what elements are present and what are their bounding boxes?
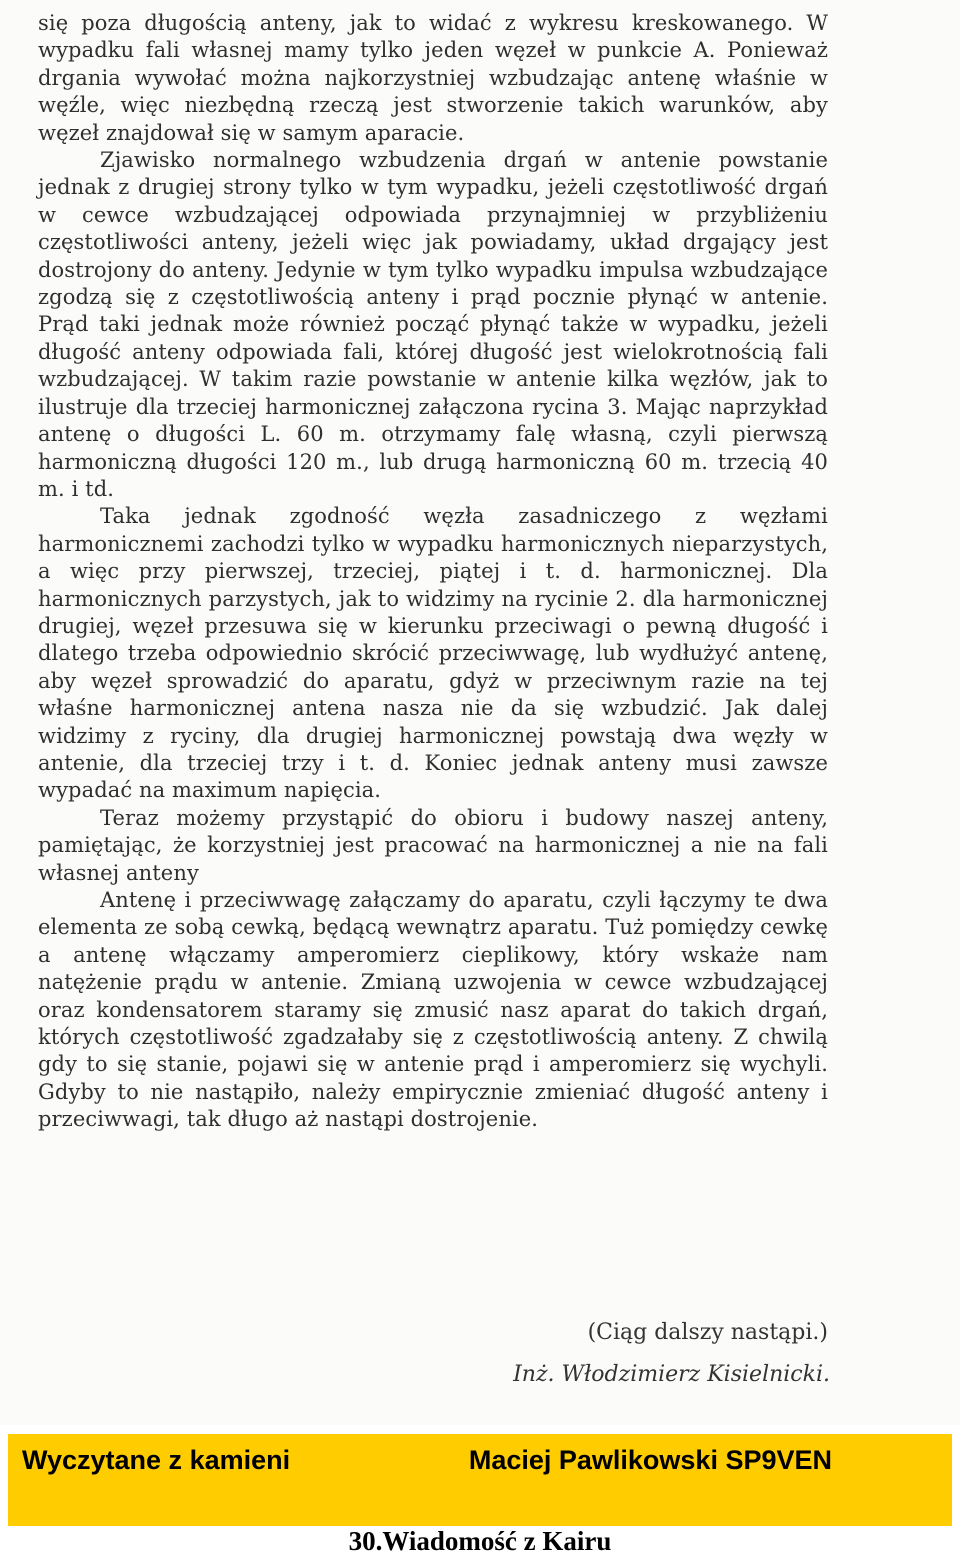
article-body (38, 10, 828, 1134)
publication-title: Wiadomość z Kairu (382, 1526, 612, 1556)
continued-note: (Ciąg dalszy nastąpi.) (587, 1320, 828, 1345)
page-footer (0, 1526, 960, 1557)
paragraph-2: Zjawisko normalnego wzbudzenia drgań w antenie powstanie jednak z drugiej strony tylko w tym wypadku, jeżeli częstotliwość drgań w cewce wzbudzającej odpowiada przynajmniej w przybliżeniu częstotliwości anteny, jeżeli więc jak powiadamy, układ drgający jest dostrojony do anteny. Jedynie w tym tylko wypadku impulsa wzbudzające zgodzą się z częstotliwością anteny i prąd pocznie płynąć w antenie. Prąd taki jednak może również począć płynąć także w wypadku, jeżeli długość anteny odpowiada fali, której długość jest wielokrotnością fali wzbudzającej. W takim razie powstanie w antenie kilka węzłów, jak to ilustruje dla trzeciej harmonicznej załączona rycina 3. Mając naprzykład antenę o długości L. 60 m. otrzymamy falę własną, czyli pierwszą harmoniczną długości 120 m., lub drugą harmoniczną 60 m. trzecią 40 m. i td. (38, 148, 828, 501)
paragraph-5: Antenę i przeciwwagę załączamy do aparatu, czyli łączymy te dwa elementa ze sobą cewką, będącą wewnątrz aparatu. Tuż pomiędzy cewkę a antenę włączamy amperomierz cieplikowy, który wskaże nam natężenie prądu w antenie. Zmianą uzwojenia w cewce wzbudzającej oraz kondensatorem staramy się zmusić nasz aparat do takich drgań, których częstotliwość zgadzałaby się z częstotliwością anteny. Z chwilą gdy to się stanie, pojawi się w antenie prąd i amperomierz się wychyli. Gdyby to nie nastąpiło, należy empirycznie zmieniać długość anteny i przeciwwagi, tak długo aż nastąpi dostrojenie. (38, 888, 828, 1132)
paragraph-4: Teraz możemy przystąpić do obioru i budowy naszej anteny, pamiętając, że korzystniej jest pracować na harmonicznej a nie na fali własnej anteny (38, 805, 828, 885)
paragraph-3: Taka jednak zgodność węzła zasadniczego z węzłami harmonicznemi zachodzi tylko w wypadku harmonicznych nieparzystych, a więc przy pierwszej, trzeciej, piątej i t. d. harmonicznej. Dla harmonicznych parzystych, jak to widzimy na rycinie 2. dla harmonicznej drugiej, węzeł przesuwa się w kierunku przeciwagi o pewną długość i dlatego trzeba odpowiednio skrócić przeciwwagę, lub wydłużyć antenę, aby węzeł sprowadzić do aparatu, gdyż w przeciwnym razie na tej właśne harmonicznej antena nasza nie da się wzbudzić. Jak dalej widzimy z ryciny, dla drugiej harmonicznej powstają dwa węzły w antenie, dla trzeciej trzy i t. d. Koniec jednak anteny musi zawsze wypadać na maximum napięcia. (38, 504, 828, 803)
author-signature: Inż. Włodzimierz Kisielnicki. (513, 1362, 830, 1387)
footer-author: Maciej Pawlikowski SP9VEN (468, 1445, 832, 1475)
footer-series-title: Wyczytane z kamieni (22, 1445, 291, 1475)
page-number: 30. (348, 1526, 383, 1556)
paragraph-1: się poza długością anteny, jak to widać z wykresu kreskowanego. W wypadku fali własnej mamy tylko jeden węzeł w punkcie A. Ponieważ drgania wywołać można najkorzystniej wzbudzając antenę właśnie w węźle, więc niezbędną rzeczą jest stworzenie takich warunków, aby węzeł znajdował się w samym aparacie. (38, 11, 828, 145)
footer-banner (8, 1434, 952, 1526)
